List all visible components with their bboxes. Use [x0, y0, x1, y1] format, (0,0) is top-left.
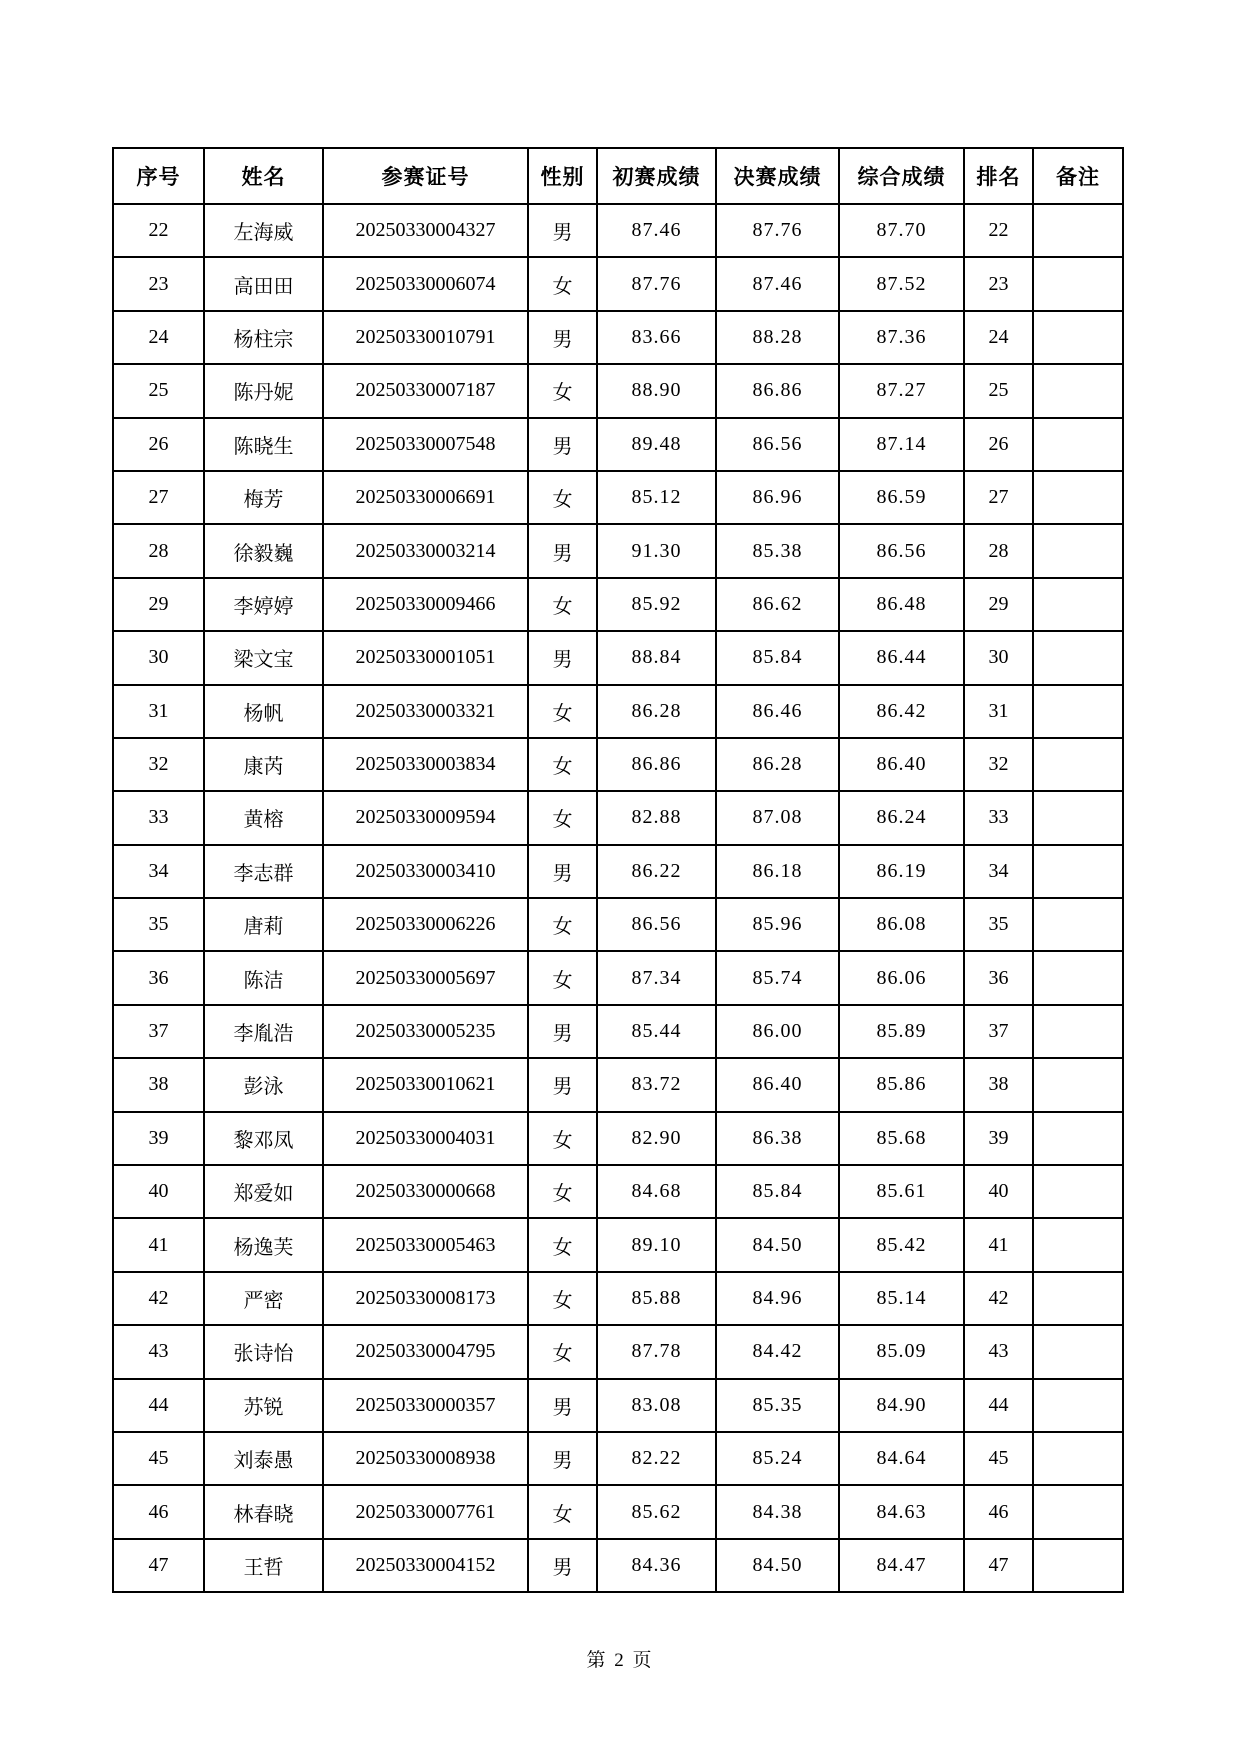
cell-index: 45 [113, 1432, 204, 1485]
cell-name: 王哲 [204, 1539, 323, 1592]
cell-rank: 25 [964, 364, 1033, 417]
cell-gender: 男 [528, 418, 597, 471]
cell-index: 30 [113, 631, 204, 684]
cell-final: 85.74 [716, 951, 839, 1004]
cell-rank: 36 [964, 951, 1033, 1004]
cell-gender: 女 [528, 791, 597, 844]
cell-prelim: 83.66 [597, 311, 716, 364]
cell-id: 20250330004795 [323, 1325, 528, 1378]
cell-name: 陈洁 [204, 951, 323, 1004]
cell-note [1033, 418, 1123, 471]
cell-rank: 31 [964, 685, 1033, 738]
cell-index: 26 [113, 418, 204, 471]
cell-index: 24 [113, 311, 204, 364]
cell-id: 20250330005235 [323, 1005, 528, 1058]
cell-index: 27 [113, 471, 204, 524]
cell-overall: 85.61 [839, 1165, 964, 1218]
cell-name: 左海威 [204, 204, 323, 257]
table-row [113, 1272, 1123, 1325]
table-row [113, 364, 1123, 417]
cell-note [1033, 631, 1123, 684]
cell-index: 47 [113, 1539, 204, 1592]
cell-gender: 女 [528, 1485, 597, 1538]
cell-name: 徐毅巍 [204, 524, 323, 577]
cell-name: 张诗怡 [204, 1325, 323, 1378]
cell-rank: 43 [964, 1325, 1033, 1378]
cell-note [1033, 898, 1123, 951]
cell-index: 42 [113, 1272, 204, 1325]
cell-final: 86.96 [716, 471, 839, 524]
cell-prelim: 85.62 [597, 1485, 716, 1538]
table-row [113, 311, 1123, 364]
column-header-note: 备注 [1033, 148, 1123, 204]
cell-name: 杨帆 [204, 685, 323, 738]
cell-gender: 女 [528, 685, 597, 738]
cell-index: 31 [113, 685, 204, 738]
table-body [113, 204, 1123, 1592]
column-header-index: 序号 [113, 148, 204, 204]
cell-overall: 86.42 [839, 685, 964, 738]
table-row [113, 257, 1123, 310]
column-header-prelim: 初赛成绩 [597, 148, 716, 204]
cell-id: 20250330003214 [323, 524, 528, 577]
table-row [113, 791, 1123, 844]
cell-overall: 86.19 [839, 845, 964, 898]
table-row [113, 578, 1123, 631]
cell-rank: 23 [964, 257, 1033, 310]
cell-gender: 男 [528, 845, 597, 898]
cell-overall: 85.42 [839, 1218, 964, 1271]
cell-note [1033, 1379, 1123, 1432]
cell-gender: 女 [528, 898, 597, 951]
cell-overall: 87.14 [839, 418, 964, 471]
cell-id: 20250330009466 [323, 578, 528, 631]
cell-prelim: 89.10 [597, 1218, 716, 1271]
results-table [112, 147, 1124, 1593]
cell-note [1033, 471, 1123, 524]
cell-note [1033, 257, 1123, 310]
cell-final: 86.00 [716, 1005, 839, 1058]
cell-rank: 26 [964, 418, 1033, 471]
cell-prelim: 83.08 [597, 1379, 716, 1432]
cell-id: 20250330003834 [323, 738, 528, 791]
cell-name: 苏锐 [204, 1379, 323, 1432]
cell-overall: 86.40 [839, 738, 964, 791]
cell-prelim: 85.12 [597, 471, 716, 524]
cell-prelim: 85.88 [597, 1272, 716, 1325]
cell-final: 86.46 [716, 685, 839, 738]
cell-final: 85.35 [716, 1379, 839, 1432]
cell-note [1033, 1058, 1123, 1111]
cell-name: 康芮 [204, 738, 323, 791]
cell-overall: 87.36 [839, 311, 964, 364]
cell-overall: 85.68 [839, 1112, 964, 1165]
cell-name: 郑爱如 [204, 1165, 323, 1218]
table-row [113, 685, 1123, 738]
cell-prelim: 87.78 [597, 1325, 716, 1378]
cell-gender: 男 [528, 1005, 597, 1058]
cell-rank: 30 [964, 631, 1033, 684]
cell-id: 20250330006691 [323, 471, 528, 524]
cell-prelim: 88.84 [597, 631, 716, 684]
cell-rank: 38 [964, 1058, 1033, 1111]
cell-id: 20250330004327 [323, 204, 528, 257]
cell-name: 梅芳 [204, 471, 323, 524]
cell-prelim: 84.68 [597, 1165, 716, 1218]
cell-rank: 24 [964, 311, 1033, 364]
cell-index: 38 [113, 1058, 204, 1111]
cell-prelim: 82.88 [597, 791, 716, 844]
cell-prelim: 83.72 [597, 1058, 716, 1111]
cell-gender: 女 [528, 578, 597, 631]
cell-id: 20250330001051 [323, 631, 528, 684]
cell-id: 20250330003410 [323, 845, 528, 898]
cell-gender: 女 [528, 257, 597, 310]
cell-overall: 86.48 [839, 578, 964, 631]
cell-name: 李胤浩 [204, 1005, 323, 1058]
cell-note [1033, 791, 1123, 844]
cell-note [1033, 311, 1123, 364]
cell-prelim: 86.22 [597, 845, 716, 898]
cell-final: 87.08 [716, 791, 839, 844]
table-row [113, 1005, 1123, 1058]
cell-prelim: 86.56 [597, 898, 716, 951]
cell-final: 84.50 [716, 1218, 839, 1271]
cell-id: 20250330003321 [323, 685, 528, 738]
cell-final: 84.38 [716, 1485, 839, 1538]
table-row [113, 1539, 1123, 1592]
cell-final: 88.28 [716, 311, 839, 364]
cell-final: 85.96 [716, 898, 839, 951]
cell-rank: 29 [964, 578, 1033, 631]
table-row [113, 951, 1123, 1004]
cell-index: 41 [113, 1218, 204, 1271]
cell-note [1033, 524, 1123, 577]
cell-prelim: 87.34 [597, 951, 716, 1004]
cell-index: 29 [113, 578, 204, 631]
cell-gender: 男 [528, 311, 597, 364]
cell-note [1033, 1485, 1123, 1538]
header-row [113, 148, 1123, 204]
cell-name: 严密 [204, 1272, 323, 1325]
cell-gender: 男 [528, 204, 597, 257]
cell-note [1033, 738, 1123, 791]
table-row [113, 1218, 1123, 1271]
cell-index: 22 [113, 204, 204, 257]
cell-gender: 女 [528, 738, 597, 791]
column-header-overall: 综合成绩 [839, 148, 964, 204]
cell-overall: 85.89 [839, 1005, 964, 1058]
cell-note [1033, 1112, 1123, 1165]
cell-overall: 86.56 [839, 524, 964, 577]
cell-final: 86.86 [716, 364, 839, 417]
table-row [113, 524, 1123, 577]
table-row [113, 418, 1123, 471]
page-number: 第 2 页 [586, 1650, 654, 1671]
cell-final: 86.56 [716, 418, 839, 471]
cell-overall: 86.06 [839, 951, 964, 1004]
cell-name: 杨柱宗 [204, 311, 323, 364]
cell-note [1033, 1325, 1123, 1378]
cell-gender: 男 [528, 1379, 597, 1432]
table-row [113, 204, 1123, 257]
cell-final: 85.38 [716, 524, 839, 577]
cell-final: 84.96 [716, 1272, 839, 1325]
cell-overall: 86.24 [839, 791, 964, 844]
cell-gender: 女 [528, 1272, 597, 1325]
cell-gender: 女 [528, 1218, 597, 1271]
cell-prelim: 87.46 [597, 204, 716, 257]
cell-index: 36 [113, 951, 204, 1004]
cell-final: 85.24 [716, 1432, 839, 1485]
cell-rank: 44 [964, 1379, 1033, 1432]
table-header [113, 148, 1123, 204]
cell-rank: 39 [964, 1112, 1033, 1165]
cell-overall: 85.14 [839, 1272, 964, 1325]
cell-prelim: 86.86 [597, 738, 716, 791]
cell-rank: 22 [964, 204, 1033, 257]
cell-name: 李志群 [204, 845, 323, 898]
table-row [113, 738, 1123, 791]
column-header-final: 决赛成绩 [716, 148, 839, 204]
cell-note [1033, 578, 1123, 631]
cell-name: 唐莉 [204, 898, 323, 951]
cell-prelim: 82.90 [597, 1112, 716, 1165]
cell-gender: 男 [528, 1539, 597, 1592]
cell-overall: 84.63 [839, 1485, 964, 1538]
cell-id: 20250330004031 [323, 1112, 528, 1165]
column-header-rank: 排名 [964, 148, 1033, 204]
cell-id: 20250330006226 [323, 898, 528, 951]
cell-rank: 32 [964, 738, 1033, 791]
cell-name: 林春晓 [204, 1485, 323, 1538]
cell-index: 33 [113, 791, 204, 844]
cell-rank: 28 [964, 524, 1033, 577]
cell-prelim: 91.30 [597, 524, 716, 577]
cell-index: 23 [113, 257, 204, 310]
cell-note [1033, 1165, 1123, 1218]
cell-gender: 男 [528, 1058, 597, 1111]
cell-index: 34 [113, 845, 204, 898]
cell-final: 87.46 [716, 257, 839, 310]
cell-name: 陈丹妮 [204, 364, 323, 417]
cell-id: 20250330005463 [323, 1218, 528, 1271]
cell-id: 20250330006074 [323, 257, 528, 310]
cell-id: 20250330010791 [323, 311, 528, 364]
cell-rank: 33 [964, 791, 1033, 844]
cell-note [1033, 1218, 1123, 1271]
cell-prelim: 87.76 [597, 257, 716, 310]
cell-rank: 45 [964, 1432, 1033, 1485]
cell-gender: 男 [528, 1432, 597, 1485]
cell-id: 20250330005697 [323, 951, 528, 1004]
cell-note [1033, 1005, 1123, 1058]
cell-rank: 40 [964, 1165, 1033, 1218]
cell-gender: 女 [528, 1165, 597, 1218]
cell-index: 37 [113, 1005, 204, 1058]
cell-id: 20250330008938 [323, 1432, 528, 1485]
cell-gender: 女 [528, 951, 597, 1004]
cell-note [1033, 1539, 1123, 1592]
cell-id: 20250330010621 [323, 1058, 528, 1111]
cell-rank: 41 [964, 1218, 1033, 1271]
cell-index: 46 [113, 1485, 204, 1538]
cell-note [1033, 1432, 1123, 1485]
cell-rank: 27 [964, 471, 1033, 524]
cell-name: 黄榕 [204, 791, 323, 844]
cell-rank: 47 [964, 1539, 1033, 1592]
cell-overall: 86.44 [839, 631, 964, 684]
cell-id: 20250330000357 [323, 1379, 528, 1432]
cell-note [1033, 951, 1123, 1004]
cell-final: 86.28 [716, 738, 839, 791]
table-row [113, 845, 1123, 898]
cell-final: 86.38 [716, 1112, 839, 1165]
cell-note [1033, 204, 1123, 257]
cell-final: 86.62 [716, 578, 839, 631]
cell-name: 杨逸芙 [204, 1218, 323, 1271]
cell-final: 85.84 [716, 631, 839, 684]
cell-index: 40 [113, 1165, 204, 1218]
cell-prelim: 82.22 [597, 1432, 716, 1485]
cell-gender: 女 [528, 364, 597, 417]
cell-overall: 84.64 [839, 1432, 964, 1485]
cell-final: 84.42 [716, 1325, 839, 1378]
column-header-id: 参赛证号 [323, 148, 528, 204]
cell-prelim: 85.92 [597, 578, 716, 631]
cell-rank: 46 [964, 1485, 1033, 1538]
table-row [113, 1432, 1123, 1485]
cell-overall: 84.90 [839, 1379, 964, 1432]
table-row [113, 1325, 1123, 1378]
cell-id: 20250330008173 [323, 1272, 528, 1325]
cell-id: 20250330004152 [323, 1539, 528, 1592]
cell-index: 35 [113, 898, 204, 951]
cell-prelim: 89.48 [597, 418, 716, 471]
table-row [113, 1165, 1123, 1218]
cell-id: 20250330007548 [323, 418, 528, 471]
cell-name: 刘泰愚 [204, 1432, 323, 1485]
table-row [113, 471, 1123, 524]
cell-name: 黎邓凤 [204, 1112, 323, 1165]
column-header-gender: 性别 [528, 148, 597, 204]
cell-overall: 85.86 [839, 1058, 964, 1111]
table-row [113, 631, 1123, 684]
cell-index: 43 [113, 1325, 204, 1378]
cell-overall: 87.27 [839, 364, 964, 417]
cell-gender: 女 [528, 471, 597, 524]
cell-index: 39 [113, 1112, 204, 1165]
cell-rank: 35 [964, 898, 1033, 951]
cell-overall: 86.08 [839, 898, 964, 951]
cell-id: 20250330007187 [323, 364, 528, 417]
cell-note [1033, 685, 1123, 738]
cell-overall: 85.09 [839, 1325, 964, 1378]
cell-prelim: 85.44 [597, 1005, 716, 1058]
cell-final: 85.84 [716, 1165, 839, 1218]
cell-final: 86.40 [716, 1058, 839, 1111]
cell-note [1033, 845, 1123, 898]
cell-final: 84.50 [716, 1539, 839, 1592]
cell-gender: 男 [528, 631, 597, 684]
cell-overall: 86.59 [839, 471, 964, 524]
cell-name: 李婷婷 [204, 578, 323, 631]
table-row [113, 1058, 1123, 1111]
cell-final: 87.76 [716, 204, 839, 257]
cell-index: 28 [113, 524, 204, 577]
cell-note [1033, 364, 1123, 417]
cell-final: 86.18 [716, 845, 839, 898]
cell-prelim: 86.28 [597, 685, 716, 738]
cell-name: 彭泳 [204, 1058, 323, 1111]
cell-gender: 男 [528, 524, 597, 577]
table-row [113, 1379, 1123, 1432]
cell-rank: 37 [964, 1005, 1033, 1058]
table-row [113, 1112, 1123, 1165]
cell-name: 梁文宝 [204, 631, 323, 684]
cell-gender: 女 [528, 1325, 597, 1378]
column-header-name: 姓名 [204, 148, 323, 204]
cell-rank: 34 [964, 845, 1033, 898]
cell-gender: 女 [528, 1112, 597, 1165]
cell-rank: 42 [964, 1272, 1033, 1325]
cell-prelim: 84.36 [597, 1539, 716, 1592]
cell-overall: 87.52 [839, 257, 964, 310]
cell-name: 高田田 [204, 257, 323, 310]
cell-note [1033, 1272, 1123, 1325]
cell-name: 陈晓生 [204, 418, 323, 471]
table-row [113, 898, 1123, 951]
cell-index: 25 [113, 364, 204, 417]
cell-index: 44 [113, 1379, 204, 1432]
cell-id: 20250330009594 [323, 791, 528, 844]
cell-index: 32 [113, 738, 204, 791]
cell-overall: 84.47 [839, 1539, 964, 1592]
cell-overall: 87.70 [839, 204, 964, 257]
cell-prelim: 88.90 [597, 364, 716, 417]
table-row [113, 1485, 1123, 1538]
cell-id: 20250330000668 [323, 1165, 528, 1218]
cell-id: 20250330007761 [323, 1485, 528, 1538]
